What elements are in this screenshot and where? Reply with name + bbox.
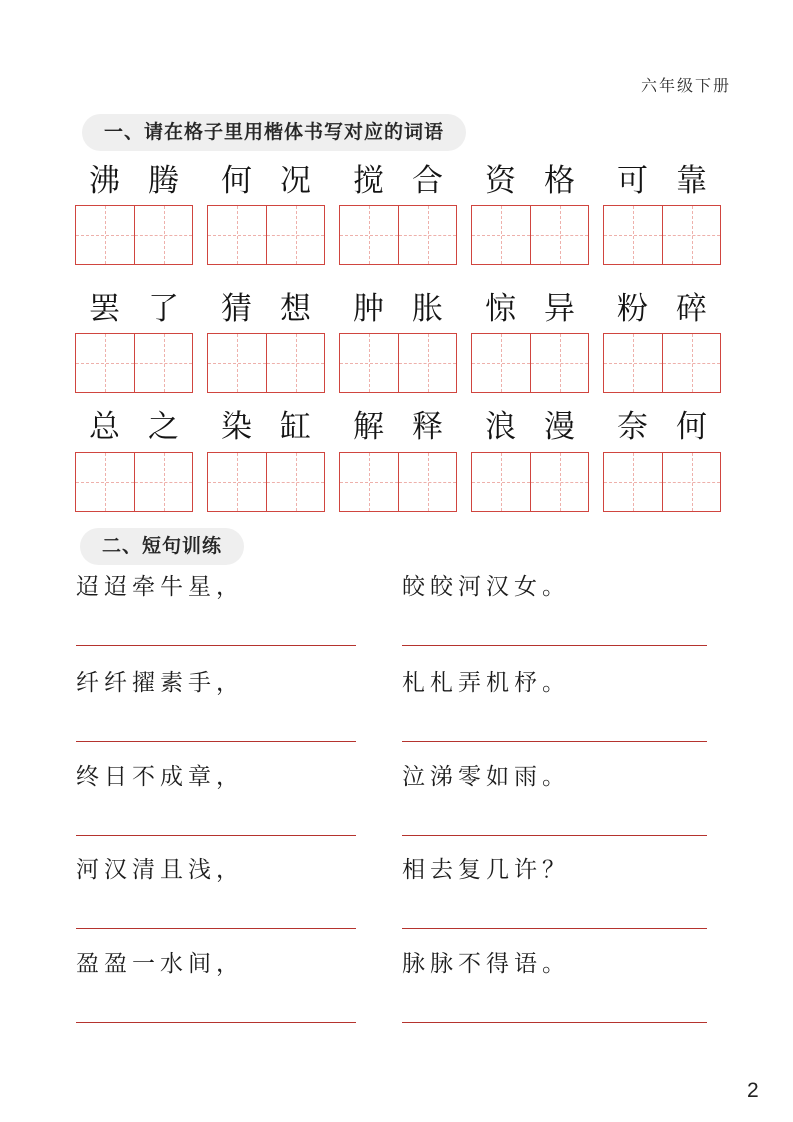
word-char: 了	[148, 291, 179, 326]
tianzige-box	[471, 452, 589, 512]
tianzige-box	[75, 452, 193, 512]
tianzige-cell	[266, 453, 324, 511]
word-char: 惊	[485, 291, 516, 326]
tianzige-cell	[398, 334, 456, 392]
answer-line	[402, 928, 707, 929]
word-char: 粉	[617, 291, 648, 326]
answer-line	[76, 741, 356, 742]
word-char: 腾	[148, 163, 179, 198]
answer-line	[76, 928, 356, 929]
tianzige-cell	[530, 206, 588, 264]
page-number: 2	[747, 1079, 759, 1102]
tianzige-cell	[208, 206, 266, 264]
word-pair	[471, 288, 589, 330]
word-char: 漫	[544, 409, 575, 444]
word-pair	[75, 160, 193, 202]
word-char: 罢	[89, 291, 120, 326]
poem-text: 终日不成章，	[76, 764, 244, 789]
answer-line	[402, 741, 707, 742]
tianzige-cell	[472, 453, 530, 511]
tianzige-cell	[472, 334, 530, 392]
section1-title: 一、请在格子里用楷体书写对应的词语	[104, 122, 445, 143]
poem-line-3-left	[76, 762, 356, 856]
tianzige-cell	[604, 453, 662, 511]
word-char: 何	[676, 409, 707, 444]
word-char: 异	[544, 291, 575, 326]
tianzige-box	[339, 333, 457, 393]
tianzige-cell	[398, 206, 456, 264]
poem-text: 河汉清且浅，	[76, 857, 244, 882]
tianzige-box	[603, 205, 721, 265]
word-char: 奈	[617, 409, 648, 444]
poem-text: 纤纤擢素手，	[76, 670, 244, 695]
poem-text: 脉脉不得语。	[402, 951, 570, 976]
word-char: 浪	[485, 409, 516, 444]
tianzige-box	[339, 205, 457, 265]
answer-line	[402, 835, 707, 836]
word-char: 搅	[353, 163, 384, 198]
word-char: 资	[485, 163, 516, 198]
tianzige-box	[207, 452, 325, 512]
word-pair	[207, 288, 325, 330]
tianzige-box	[471, 205, 589, 265]
tianzige-cell	[340, 453, 398, 511]
tianzige-box	[75, 333, 193, 393]
word-char: 沸	[89, 163, 120, 198]
poem-line-5-left	[76, 949, 356, 1043]
word-pair	[603, 406, 721, 448]
tianzige-cell	[266, 334, 324, 392]
word-char: 染	[221, 409, 252, 444]
word-char: 总	[89, 409, 120, 444]
poem-text: 盈盈一水间，	[76, 951, 244, 976]
tianzige-cell	[662, 206, 720, 264]
poem-text: 泣涕零如雨。	[402, 764, 570, 789]
word-pair	[339, 160, 457, 202]
word-pair	[339, 288, 457, 330]
tianzige-box	[207, 333, 325, 393]
tianzige-cell	[530, 453, 588, 511]
tianzige-cell	[472, 206, 530, 264]
answer-line	[402, 645, 707, 646]
section1-header	[82, 114, 466, 151]
tianzige-cell	[134, 453, 192, 511]
tianzige-cell	[604, 206, 662, 264]
poem-line-4-right	[402, 855, 707, 949]
tianzige-cell	[530, 334, 588, 392]
poem-line-1-left	[76, 572, 356, 666]
word-char: 可	[617, 163, 648, 198]
tianzige-box	[603, 452, 721, 512]
tianzige-cell	[208, 334, 266, 392]
poem-line-5-right	[402, 949, 707, 1043]
answer-line	[76, 835, 356, 836]
poem-text: 皎皎河汉女。	[402, 574, 570, 599]
tianzige-cell	[76, 453, 134, 511]
answer-line	[76, 1022, 356, 1023]
poem-text: 迢迢牵牛星，	[76, 574, 244, 599]
word-char: 猜	[221, 291, 252, 326]
tianzige-cell	[662, 453, 720, 511]
tianzige-cell	[134, 334, 192, 392]
word-row-1	[75, 160, 721, 202]
tianzige-cell	[76, 206, 134, 264]
tianzige-cell	[340, 334, 398, 392]
word-pair	[339, 406, 457, 448]
tianzige-cell	[398, 453, 456, 511]
tianzige-cell	[266, 206, 324, 264]
tianzige-box	[75, 205, 193, 265]
word-char: 释	[412, 409, 443, 444]
tianzige-cell	[340, 206, 398, 264]
word-char: 胀	[412, 291, 443, 326]
word-pair	[603, 288, 721, 330]
word-pair	[207, 160, 325, 202]
word-char: 解	[353, 409, 384, 444]
poem-line-1-right	[402, 572, 707, 666]
word-row-3	[75, 406, 721, 448]
tianzige-box	[207, 205, 325, 265]
word-pair	[207, 406, 325, 448]
word-char: 况	[280, 163, 311, 198]
tianzige-cell	[76, 334, 134, 392]
tianzige-cell	[604, 334, 662, 392]
section2-title: 二、短句训练	[102, 536, 223, 557]
word-char: 之	[148, 409, 179, 444]
booklet-label: 六年级下册	[641, 78, 732, 95]
section2-header	[80, 528, 244, 565]
word-pair	[75, 288, 193, 330]
word-char: 格	[544, 163, 575, 198]
word-pair	[471, 160, 589, 202]
tianzige-box	[471, 333, 589, 393]
poem-text: 札札弄机杼。	[402, 670, 570, 695]
tianzige-box	[339, 452, 457, 512]
word-char: 肿	[353, 291, 384, 326]
answer-line	[402, 1022, 707, 1023]
writing-grid-row-1	[75, 205, 721, 265]
word-char: 缸	[280, 409, 311, 444]
poem-line-2-left	[76, 668, 356, 762]
tianzige-cell	[662, 334, 720, 392]
writing-grid-row-2	[75, 333, 721, 393]
word-char: 合	[412, 163, 443, 198]
poem-line-4-left	[76, 855, 356, 949]
writing-grid-row-3	[75, 452, 721, 512]
word-char: 何	[221, 163, 252, 198]
poem-line-3-right	[402, 762, 707, 856]
word-char: 碎	[676, 291, 707, 326]
answer-line	[76, 645, 356, 646]
poem-line-2-right	[402, 668, 707, 762]
tianzige-box	[603, 333, 721, 393]
word-pair	[75, 406, 193, 448]
word-char: 靠	[676, 163, 707, 198]
word-row-2	[75, 288, 721, 330]
word-char: 想	[280, 291, 311, 326]
word-pair	[471, 406, 589, 448]
tianzige-cell	[208, 453, 266, 511]
word-pair	[603, 160, 721, 202]
poem-text: 相去复几许？	[402, 857, 570, 882]
tianzige-cell	[134, 206, 192, 264]
